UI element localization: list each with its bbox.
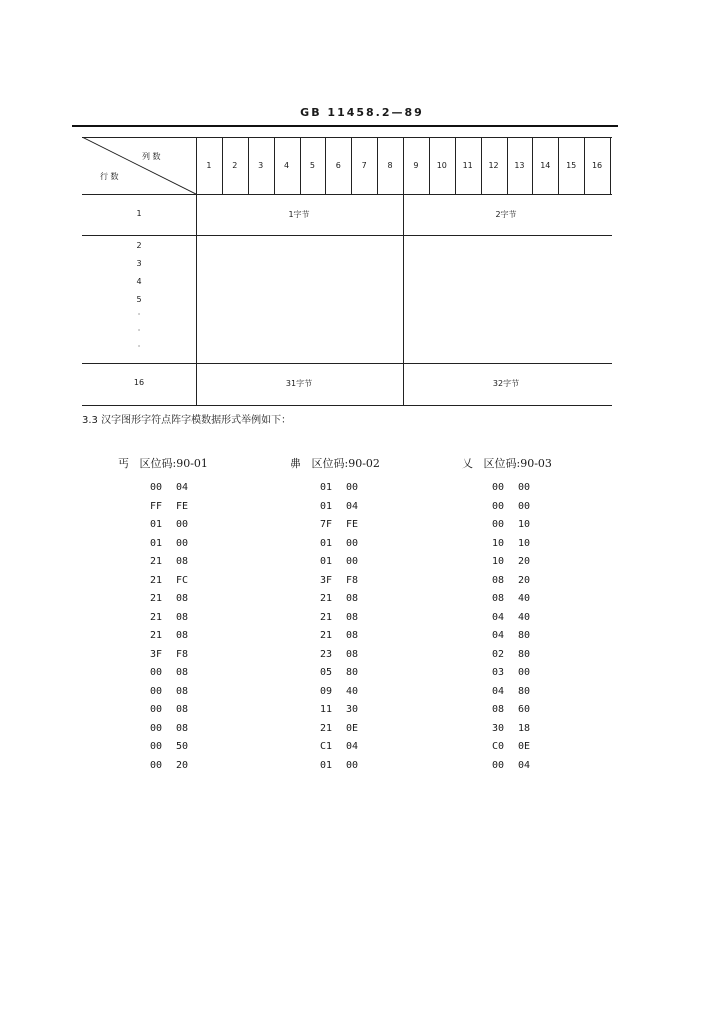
hex-row: [492, 757, 552, 776]
hex-byte: 04: [518, 759, 531, 771]
hex-byte: 01: [320, 537, 333, 549]
row-label: 16: [133, 378, 145, 387]
hex-row: [492, 590, 552, 609]
corner-row-label: 行 数: [100, 172, 119, 181]
example-char-2: [290, 455, 380, 775]
column-number: 1: [206, 161, 212, 170]
hex-code-list: [320, 479, 380, 775]
hex-byte: 21: [150, 556, 163, 567]
hex-byte: C0: [492, 741, 505, 752]
example-code-label: 区位码:90-01: [139, 457, 208, 470]
hex-row: [320, 701, 380, 720]
hex-byte: 40: [346, 685, 359, 697]
hex-byte: 21: [150, 593, 163, 604]
table-row-border: [82, 363, 612, 364]
hex-byte: 21: [150, 611, 163, 623]
example-title: [118, 455, 208, 479]
corner-column-label: 列 数: [142, 152, 161, 161]
example-char-1: [118, 455, 208, 775]
hex-row: [150, 479, 208, 498]
hex-byte: 40: [518, 611, 531, 623]
column-number: 10: [436, 161, 447, 170]
hex-byte: 21: [150, 574, 163, 586]
hex-byte: 04: [492, 611, 505, 623]
hex-byte: 80: [518, 648, 531, 660]
hex-row: [492, 701, 552, 720]
hex-byte: 00: [346, 556, 359, 567]
table-bottom-border: [82, 405, 612, 406]
column-number: 14: [540, 161, 551, 170]
hex-byte: 20: [518, 574, 531, 586]
column-number: 12: [488, 161, 499, 170]
example-char: 乂: [462, 457, 473, 470]
hex-byte: 00: [150, 741, 163, 752]
hex-byte: 00: [346, 482, 359, 493]
hex-byte: 01: [320, 500, 333, 512]
byte-cell: 32字节: [492, 379, 520, 388]
hex-row: [150, 553, 208, 572]
row-label: ·: [137, 326, 141, 335]
row-label: 2: [136, 241, 142, 250]
table-row-border: [82, 235, 612, 236]
example-code-label: 区位码:90-02: [311, 457, 380, 470]
hex-row: [150, 720, 208, 739]
column-number: 11: [462, 161, 473, 170]
hex-byte: 10: [492, 537, 505, 549]
hex-row: [150, 572, 208, 591]
hex-row: [492, 479, 552, 498]
hex-row: [320, 553, 380, 572]
hex-row: [492, 664, 552, 683]
hex-row: [492, 498, 552, 517]
hex-byte: FE: [346, 519, 359, 530]
hex-byte: F8: [176, 648, 189, 660]
hex-byte: 00: [150, 704, 163, 715]
hex-byte: 30: [346, 704, 359, 715]
hex-byte: 00: [150, 685, 163, 697]
row-label: ·: [137, 310, 141, 319]
hex-byte: 00: [150, 759, 163, 771]
example-char: 丳: [290, 457, 301, 470]
column-number: 3: [258, 161, 264, 170]
hex-row: [320, 516, 380, 535]
hex-byte: 08: [176, 722, 189, 734]
hex-byte: 80: [518, 630, 531, 641]
hex-row: [492, 627, 552, 646]
hex-byte: 11: [320, 704, 333, 715]
hex-byte: 0E: [346, 722, 359, 734]
hex-row: [492, 683, 552, 702]
hex-byte: 09: [320, 685, 333, 697]
table-right-border: [610, 137, 611, 194]
table-label-divider: [196, 137, 197, 405]
row-label: 3: [136, 259, 142, 268]
hex-byte: 23: [320, 648, 333, 660]
hex-row: [150, 664, 208, 683]
hex-byte: 08: [346, 648, 359, 660]
hex-byte: 21: [150, 630, 163, 641]
hex-byte: 08: [492, 704, 505, 715]
hex-byte: 10: [492, 556, 505, 567]
hex-byte: 08: [346, 611, 359, 623]
column-number: 5: [309, 161, 315, 170]
hex-byte: 80: [346, 667, 359, 678]
column-number: 9: [413, 161, 419, 170]
hex-byte: 00: [176, 537, 189, 549]
hex-byte: 08: [176, 704, 189, 715]
hex-byte: 00: [492, 500, 505, 512]
hex-byte: 21: [320, 611, 333, 623]
hex-row: [320, 479, 380, 498]
hex-byte: 08: [492, 574, 505, 586]
hex-row: [320, 683, 380, 702]
hex-byte: FE: [176, 500, 189, 512]
hex-byte: 30: [492, 722, 505, 734]
hex-byte: 01: [320, 482, 333, 493]
hex-byte: 00: [176, 519, 189, 530]
hex-row: [150, 683, 208, 702]
hex-byte: 00: [492, 759, 505, 771]
hex-byte: 01: [320, 556, 333, 567]
hex-row: [492, 609, 552, 628]
hex-row: [320, 535, 380, 554]
hex-row: [150, 609, 208, 628]
column-number: 2: [232, 161, 238, 170]
hex-row: [150, 498, 208, 517]
hex-byte: 20: [176, 759, 189, 771]
row-label: 1: [136, 209, 142, 218]
hex-byte: 08: [346, 630, 359, 641]
byte-cell: 2字节: [495, 210, 517, 219]
byte-layout-table: [82, 137, 612, 406]
hex-byte: 10: [518, 519, 531, 530]
row-label: 5: [136, 295, 142, 304]
hex-row: [320, 498, 380, 517]
hex-byte: 21: [320, 593, 333, 604]
hex-byte: 04: [492, 630, 505, 641]
hex-row: [492, 572, 552, 591]
hex-row: [320, 664, 380, 683]
hex-byte: 01: [150, 519, 163, 530]
hex-row: [492, 535, 552, 554]
hex-row: [492, 720, 552, 739]
hex-byte: 08: [492, 593, 505, 604]
hex-byte: 21: [320, 722, 333, 734]
example-title: [290, 455, 380, 479]
hex-row: [320, 720, 380, 739]
hex-byte: 04: [176, 482, 189, 493]
corner-diagonal: [82, 137, 196, 195]
byte-cell: 1字节: [288, 210, 310, 219]
hex-byte: 7F: [320, 519, 333, 530]
hex-byte: 04: [346, 741, 359, 752]
hex-byte: 21: [320, 630, 333, 641]
hex-byte: 00: [518, 500, 531, 512]
hex-byte: 00: [150, 667, 163, 678]
hex-byte: 3F: [150, 648, 163, 660]
hex-row: [320, 609, 380, 628]
hex-code-list: [492, 479, 552, 775]
hex-byte: 08: [346, 593, 359, 604]
hex-row: [150, 738, 208, 757]
column-number: 7: [361, 161, 367, 170]
hex-byte: FF: [150, 500, 163, 512]
hex-byte: 0E: [518, 741, 531, 752]
hex-byte: 00: [346, 759, 359, 771]
hex-row: [492, 738, 552, 757]
row-label: ·: [137, 342, 141, 351]
hex-code-list: [150, 479, 208, 775]
hex-byte: 03: [492, 667, 505, 678]
hex-byte: 10: [518, 537, 531, 549]
column-number: 6: [335, 161, 341, 170]
column-number: 13: [514, 161, 525, 170]
example-title: [462, 455, 552, 479]
example-char: 丐: [118, 457, 129, 470]
hex-byte: 01: [150, 537, 163, 549]
hex-byte: 3F: [320, 574, 333, 586]
hex-byte: 04: [492, 685, 505, 697]
hex-row: [150, 646, 208, 665]
hex-byte: FC: [176, 574, 189, 586]
hex-byte: 00: [346, 537, 359, 549]
example-char-3: [462, 455, 552, 775]
hex-byte: 08: [176, 556, 189, 567]
hex-row: [150, 590, 208, 609]
hex-byte: C1: [320, 741, 333, 752]
header-rule: [72, 125, 618, 127]
hex-row: [150, 535, 208, 554]
column-number: 16: [591, 161, 603, 170]
hex-byte: 08: [176, 667, 189, 678]
hex-byte: 80: [518, 685, 531, 697]
hex-byte: 08: [176, 611, 189, 623]
hex-byte: 00: [518, 482, 531, 493]
column-number: 15: [566, 161, 577, 170]
hex-row: [320, 738, 380, 757]
byte-cell: 31字节: [285, 379, 313, 388]
hex-byte: 18: [518, 722, 531, 734]
hex-row: [320, 757, 380, 776]
hex-byte: F8: [346, 574, 359, 586]
hex-byte: 08: [176, 685, 189, 697]
hex-row: [492, 646, 552, 665]
hex-byte: 04: [346, 500, 359, 512]
hex-row: [320, 627, 380, 646]
hex-byte: 20: [518, 556, 531, 567]
hex-byte: 00: [492, 482, 505, 493]
hex-byte: 60: [518, 704, 531, 715]
hex-row: [492, 516, 552, 535]
hex-byte: 00: [150, 722, 163, 734]
hex-row: [150, 701, 208, 720]
hex-row: [320, 590, 380, 609]
hex-row: [150, 757, 208, 776]
column-number: 8: [387, 161, 393, 170]
row-label: 4: [136, 277, 142, 286]
hex-row: [150, 516, 208, 535]
hex-byte: 02: [492, 648, 505, 660]
hex-byte: 00: [150, 482, 163, 493]
column-number: 4: [284, 161, 290, 170]
hex-row: [320, 646, 380, 665]
example-code-label: 区位码:90-03: [483, 457, 552, 470]
section-heading: 3.3 汉字图形字符点阵字模数据形式举例如下：: [82, 415, 292, 426]
hex-row: [320, 572, 380, 591]
hex-row: [150, 627, 208, 646]
hex-byte: 00: [518, 667, 531, 678]
hex-byte: 01: [320, 759, 333, 771]
hex-byte: 50: [176, 741, 189, 752]
hex-byte: 00: [492, 519, 505, 530]
hex-byte: 05: [320, 667, 333, 678]
hex-byte: 08: [176, 593, 189, 604]
page-header-title: GB 11458.2—89: [300, 106, 424, 119]
hex-row: [492, 553, 552, 572]
hex-byte: 08: [176, 630, 189, 641]
hex-byte: 40: [518, 593, 531, 604]
